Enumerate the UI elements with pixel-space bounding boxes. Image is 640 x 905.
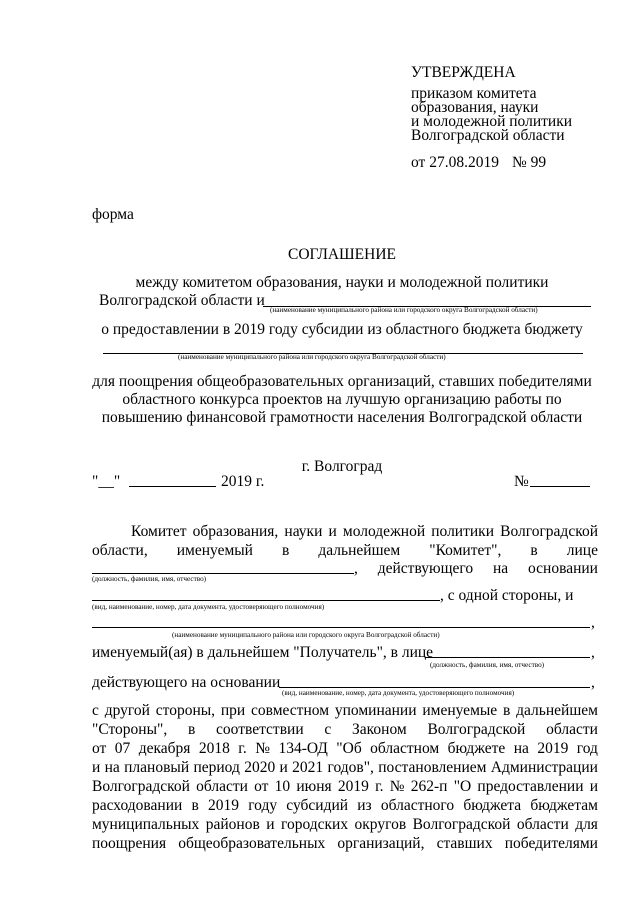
municipality-comma: , — [591, 614, 595, 631]
between-line-1: между комитетом образования, науки и молодежной политики — [135, 274, 549, 291]
recipient-comma: , — [591, 644, 595, 661]
p2-line-1: с другой стороны, при совместном упоминании именуемые в дальнейшем — [92, 702, 598, 719]
agreement-month-blank[interactable] — [129, 486, 216, 487]
document-blank-2[interactable] — [279, 687, 590, 688]
position-blank-2[interactable] — [425, 657, 590, 658]
municipality-blank[interactable] — [92, 627, 590, 628]
approval-line-1: приказом комитета — [411, 85, 537, 102]
between-line-2: Волгоградской области и — [99, 292, 265, 309]
purpose-line-1: для поощрения общеобразовательных организаций, ставших победителями — [92, 373, 592, 390]
position-blank-1[interactable] — [92, 573, 354, 574]
subsidy-hint: (наименование муниципального района или городского округа Волгоградской области) — [178, 353, 446, 361]
agreement-number-blank[interactable] — [530, 486, 590, 487]
agreement-number-sign: № — [514, 473, 529, 490]
document-hint-1: (вид, наименование, номер, дата документа, удостоверяющего полномочия) — [92, 603, 325, 611]
approval-line-3: и молодежной политики — [411, 113, 573, 130]
purpose-line-2: областного конкурса проектов на лучшую организацию работы по — [122, 391, 562, 408]
party-one-text: , с одной стороны, и — [440, 587, 574, 604]
p2-line-2: "Стороны", в соответствии с Законом Волгоградской области — [92, 721, 598, 738]
p2-line-5: Волгоградской области от 10 июня 2019 г. № 262-п "О предоставлении и — [92, 778, 598, 795]
document-blank-1[interactable] — [92, 600, 440, 601]
approval-line-4: Волгоградской области — [411, 127, 565, 144]
p2-line-4: и на плановый период 2020 и 2021 годов", постановлением Администрации — [92, 759, 598, 776]
approval-stamp: УТВЕРЖДЕНА — [411, 64, 516, 81]
basis-comma: , — [591, 674, 595, 691]
p1-line-1: Комитет образования, науки и молодежной политики Волгоградской — [131, 523, 598, 540]
p2-line-3: от 07 декабря 2018 г. № 134-ОД "Об областном бюджете на 2019 год — [92, 740, 598, 757]
document-hint-2: (вид, наименование, номер, дата документа, удостоверяющего полномочия) — [282, 689, 515, 697]
agreement-year: 2019 г. — [221, 473, 265, 490]
city-label: г. Волгоград — [301, 458, 383, 475]
position-hint-1: (должность, фамилия, имя, отчество) — [92, 575, 207, 583]
approval-number: № 99 — [512, 154, 547, 171]
page-title: СОГЛАШЕНИЕ — [288, 246, 396, 263]
position-hint-2: (должность, фамилия, имя, отчество) — [430, 661, 545, 669]
subsidy-line: о предоставлении в 2019 году субсидии из областного бюджета бюджету — [101, 321, 583, 338]
between-hint: (наименование муниципального района или городского округа Волгоградской области) — [270, 306, 538, 314]
p1-line-2: области, именуемый в дальнейшем "Комитет", в лице — [92, 542, 598, 559]
p1-line-3-end: , действующего на основании — [354, 560, 598, 577]
p2-line-7: муниципальных районов и городских округов Волгоградской области для — [92, 816, 598, 833]
purpose-line-3: повышению финансовой грамотности населения Волгоградской области — [101, 409, 583, 426]
approval-line-2: образования, науки — [411, 99, 539, 116]
recipient-text: именуемый(ая) в дальнейшем "Получатель", в лице — [92, 644, 434, 661]
p2-line-6: расходовании в 2019 году субсидий из областного бюджета бюджетам — [92, 797, 598, 814]
agreement-day: "__" — [92, 473, 121, 490]
form-label: форма — [92, 206, 134, 223]
basis-text: действующего на основании — [92, 674, 281, 691]
approval-date: от 27.08.2019 — [411, 154, 499, 171]
p2-line-8: поощрения общеобразовательных организаций, ставших победителями — [92, 835, 598, 852]
municipality-hint: (наименование муниципального района или городского округа Волгоградской области) — [172, 631, 440, 639]
